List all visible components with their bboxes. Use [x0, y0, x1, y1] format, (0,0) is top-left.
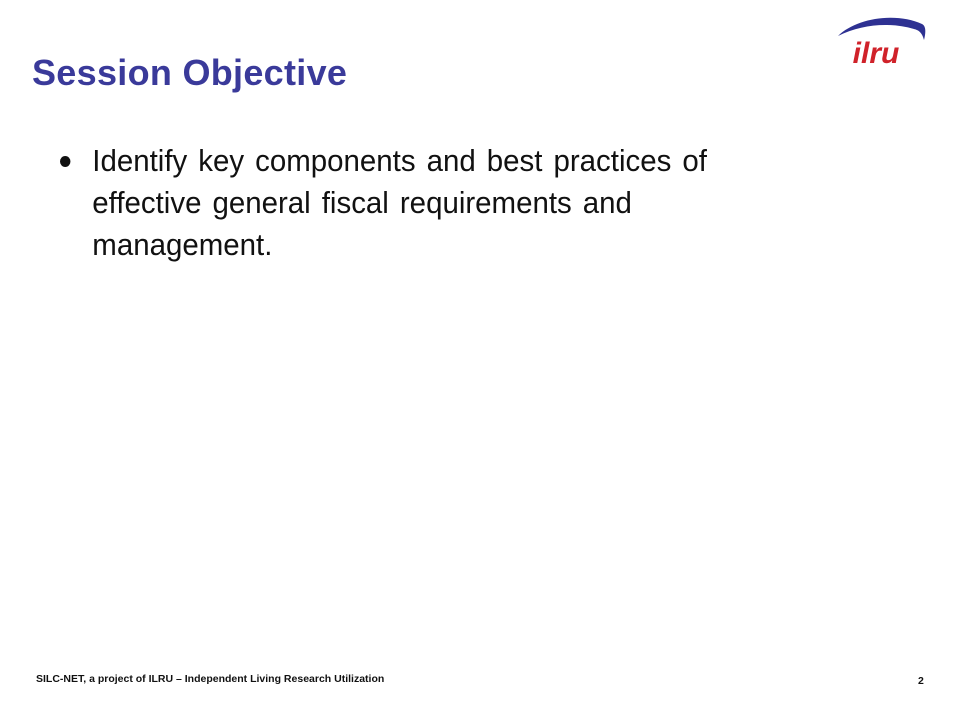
- bullet-item: [60, 140, 801, 266]
- slide-number: 2: [918, 675, 924, 687]
- bullet-dot-icon: [60, 156, 70, 167]
- bullet-list: [60, 140, 840, 266]
- bullet-text: Identify key components and best practices of effective general fiscal requirements and management.: [92, 143, 707, 262]
- logo-wordmark: ilru: [852, 37, 900, 70]
- ilru-logo: [826, 14, 930, 70]
- footer-text: SILC-NET, a project of ILRU – Independent Living Research Utilization: [36, 673, 385, 685]
- slide-title: Session Objective: [32, 52, 348, 93]
